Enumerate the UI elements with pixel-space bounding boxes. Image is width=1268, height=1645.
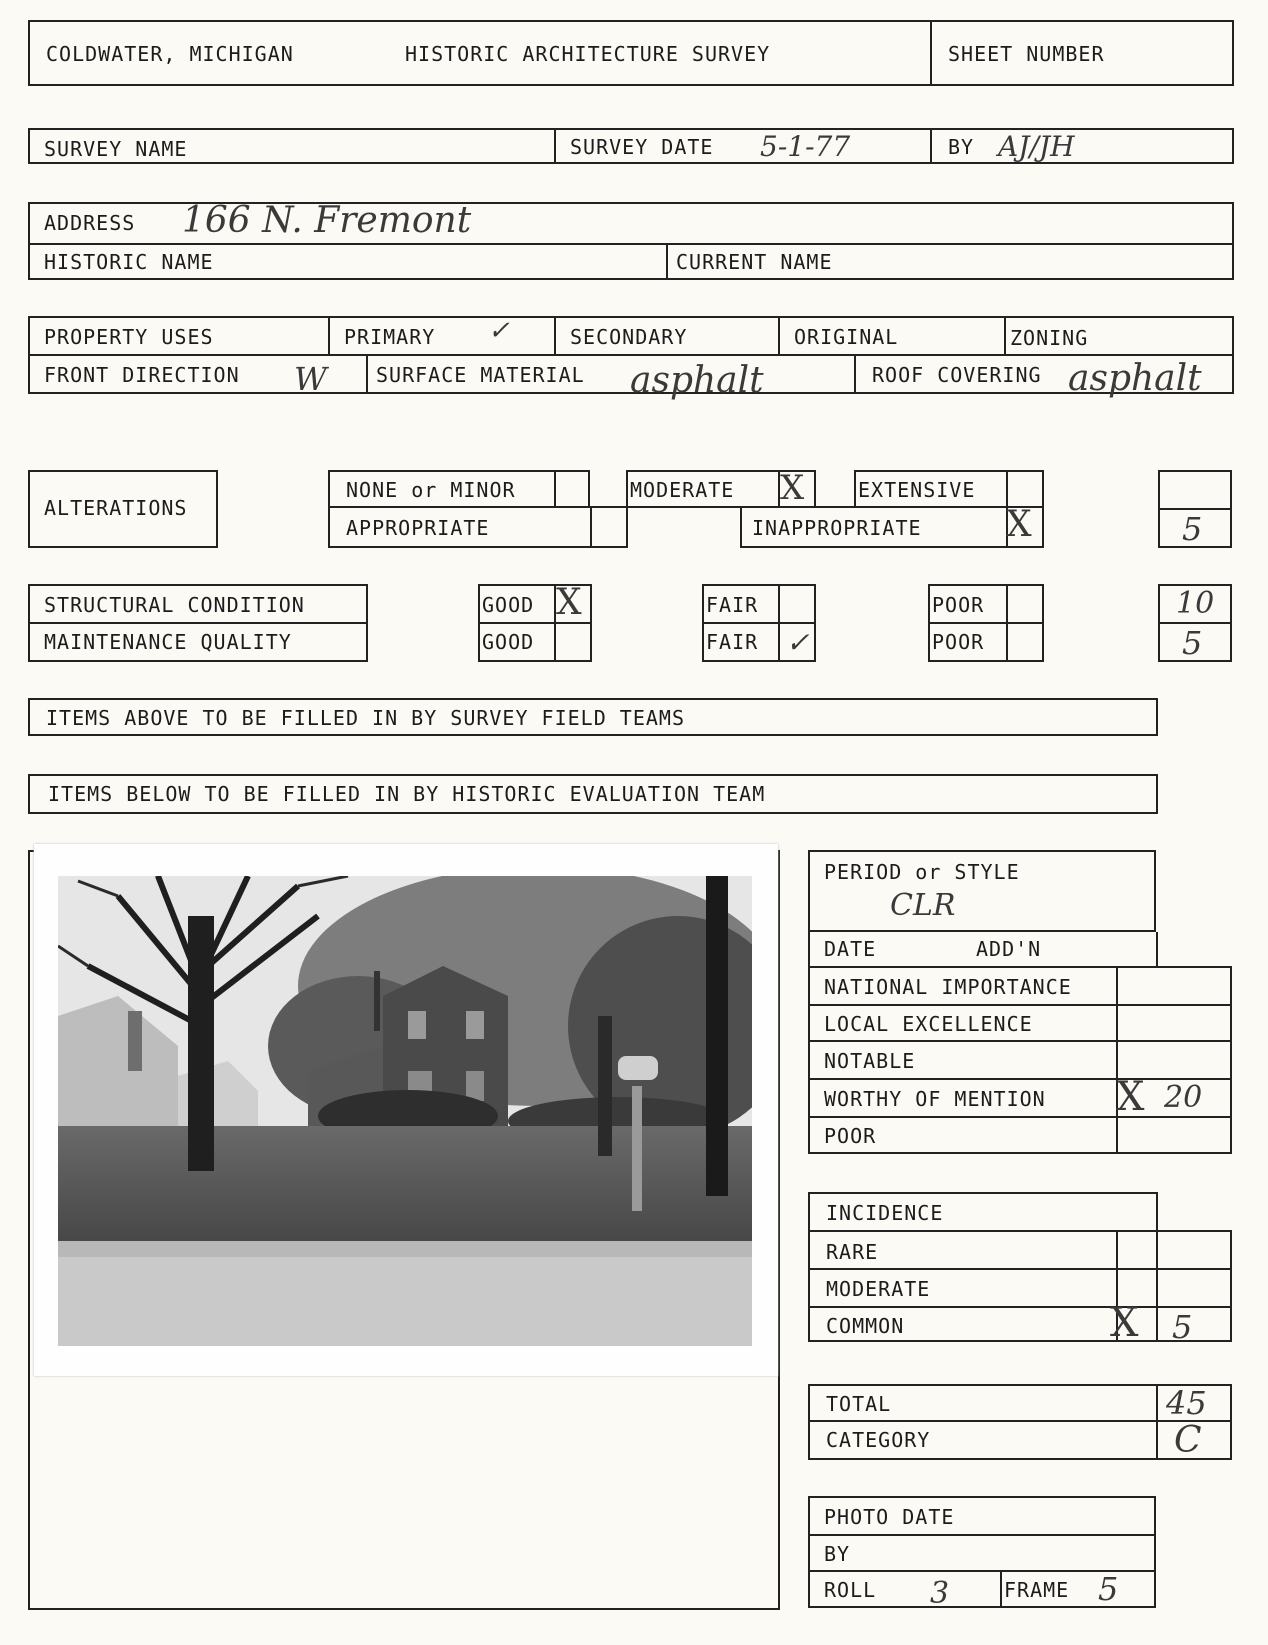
structural-mark: X — [556, 582, 582, 623]
survey-divider-1 — [554, 128, 556, 164]
fair-label-structural: FAIR — [706, 593, 759, 617]
roof-covering-value: asphalt — [1068, 358, 1202, 399]
moderate-label: MODERATE — [630, 478, 735, 502]
common-mark: X — [1110, 1300, 1139, 1346]
note-below: ITEMS BELOW TO BE FILLED IN BY HISTORIC EVALUATION TEAM — [48, 782, 766, 806]
rating-box — [808, 930, 1232, 1154]
secondary-label: SECONDARY — [570, 325, 688, 349]
property-row-divider — [28, 354, 1234, 356]
prop-div-3 — [778, 316, 780, 354]
alterations-score: 5 — [1182, 510, 1203, 548]
incidence-label: INCIDENCE — [826, 1201, 944, 1225]
rating-mark-col — [1116, 966, 1118, 1154]
zoning-label: ZONING — [1010, 326, 1089, 350]
period-value: CLR — [890, 888, 956, 923]
extensive-checkbox-div — [1006, 470, 1008, 508]
rating-line-2 — [808, 1004, 1232, 1006]
none-minor-label: NONE or MINOR — [346, 478, 516, 502]
national-importance-label: NATIONAL IMPORTANCE — [824, 975, 1072, 999]
fair-div — [702, 622, 816, 624]
incidence-line-4 — [808, 1340, 1232, 1342]
prop-div-5 — [366, 354, 368, 394]
worthy-of-mention-label: WORTHY OF MENTION — [824, 1087, 1046, 1111]
poor-checkbox-div — [1006, 584, 1008, 662]
survey-date-label: SURVEY DATE — [570, 135, 714, 159]
maintenance-mark: ✓ — [786, 626, 810, 659]
photo-info-line-1 — [808, 1534, 1156, 1536]
totals-value-col — [1156, 1384, 1158, 1460]
fair-label-maintenance: FAIR — [706, 630, 759, 654]
surface-material-label: SURFACE MATERIAL — [376, 363, 585, 387]
house-photograph — [58, 876, 752, 1346]
note-above: ITEMS ABOVE TO BE FILLED IN BY SURVEY FIELD TEAMS — [46, 706, 686, 730]
eval-poor-label: POOR — [824, 1124, 877, 1148]
prop-div-6 — [854, 354, 856, 394]
total-label: TOTAL — [826, 1392, 892, 1416]
condition-labels-div — [28, 622, 368, 624]
primary-label: PRIMARY — [344, 325, 436, 349]
extensive-label: EXTENSIVE — [858, 478, 976, 502]
form-title: HISTORIC ARCHITECTURE SURVEY — [405, 42, 771, 66]
survey-by-label: BY — [948, 135, 975, 159]
current-name-label: CURRENT NAME — [676, 250, 833, 274]
photo-mount — [34, 844, 778, 1376]
photo-by-label: BY — [824, 1542, 851, 1566]
good-label-structural: GOOD — [482, 593, 535, 617]
rating-line-1 — [808, 966, 1232, 968]
sheet-number-label: SHEET NUMBER — [948, 42, 1105, 66]
structural-condition-label: STRUCTURAL CONDITION — [44, 593, 305, 617]
none-minor-checkbox-div — [554, 470, 556, 508]
worthy-score: 20 — [1164, 1080, 1203, 1115]
original-label: ORIGINAL — [794, 325, 899, 349]
address-label: ADDRESS — [44, 211, 136, 235]
prop-div-1 — [328, 316, 330, 354]
incidence-line-1 — [808, 1230, 1232, 1232]
period-label: PERIOD or STYLE — [824, 860, 1020, 884]
date-label: DATE — [824, 937, 877, 961]
address-value: 166 N. Fremont — [182, 200, 472, 241]
rating-line-5 — [808, 1116, 1232, 1118]
roll-label: ROLL — [824, 1578, 877, 1602]
good-label-maintenance: GOOD — [482, 630, 535, 654]
alterations-label: ALTERATIONS — [44, 496, 188, 520]
category-label: CATEGORY — [826, 1428, 931, 1452]
rating-right-edge — [1230, 966, 1232, 1154]
notable-label: NOTABLE — [824, 1049, 916, 1073]
front-direction-value: W — [294, 360, 327, 398]
incidence-line-3 — [808, 1306, 1232, 1308]
common-label: COMMON — [826, 1314, 905, 1338]
poor-label-structural: POOR — [932, 593, 985, 617]
roll-value: 3 — [930, 1576, 950, 1611]
survey-divider-2 — [930, 128, 932, 164]
appropriate-checkbox-div — [590, 506, 592, 548]
category-value: C — [1174, 1420, 1202, 1461]
maintenance-score: 5 — [1182, 624, 1203, 662]
property-uses-label: PROPERTY USES — [44, 325, 214, 349]
surface-material-value: asphalt — [630, 360, 764, 401]
city-label: COLDWATER, MICHIGAN — [46, 42, 294, 66]
maintenance-quality-label: MAINTENANCE QUALITY — [44, 630, 292, 654]
frame-value: 5 — [1098, 1570, 1119, 1608]
incidence-line-2 — [808, 1268, 1232, 1270]
historic-name-label: HISTORIC NAME — [44, 250, 214, 274]
inappropriate-mark: X — [1006, 504, 1032, 545]
local-excellence-label: LOCAL EXCELLENCE — [824, 1012, 1033, 1036]
header-divider — [930, 20, 932, 86]
fair-checkbox-div — [778, 584, 780, 662]
photo-info-frame-col — [1000, 1570, 1002, 1608]
photo-date-label: PHOTO DATE — [824, 1505, 955, 1529]
inappropriate-label: INAPPROPRIATE — [752, 516, 922, 540]
rare-label: RARE — [826, 1240, 879, 1264]
address-current-divider — [666, 243, 668, 280]
survey-by-value: AJ/JH — [998, 130, 1075, 163]
front-direction-label: FRONT DIRECTION — [44, 363, 240, 387]
moderate-mark: X — [780, 468, 805, 508]
common-score: 5 — [1172, 1308, 1193, 1346]
roof-covering-label: ROOF COVERING — [872, 363, 1042, 387]
appropriate-label: APPROPRIATE — [346, 516, 490, 540]
poor-label-maintenance: POOR — [932, 630, 985, 654]
survey-name-label: SURVEY NAME — [44, 137, 188, 161]
survey-row-left-edge — [28, 128, 30, 164]
incidence-right-ext — [1230, 1230, 1232, 1342]
poor-div — [928, 622, 1044, 624]
frame-label: FRAME — [1004, 1578, 1070, 1602]
survey-date-value: 5-1-77 — [760, 130, 851, 163]
prop-div-4 — [1004, 316, 1006, 354]
prop-div-2 — [554, 316, 556, 354]
rating-score-col — [1156, 932, 1158, 966]
addn-label: ADD'N — [976, 937, 1042, 961]
incidence-moderate-label: MODERATE — [826, 1277, 931, 1301]
total-value: 45 — [1166, 1384, 1207, 1422]
worthy-mark: X — [1116, 1074, 1145, 1120]
address-divider — [28, 243, 1234, 245]
primary-mark: ✓ — [488, 316, 510, 346]
structural-score: 10 — [1176, 586, 1215, 621]
rating-line-3 — [808, 1040, 1232, 1042]
